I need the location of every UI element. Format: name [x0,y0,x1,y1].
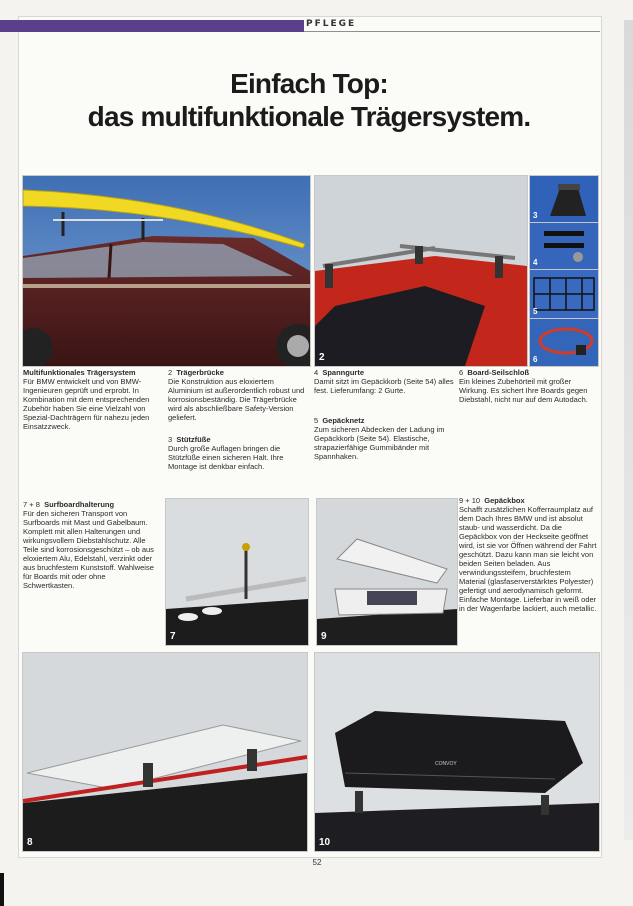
photo-roof-rack-red-car [314,175,528,367]
image-number-2: 2 [319,352,325,363]
caption-number: 2 [168,368,173,377]
photo-gepackbox-open [316,498,458,646]
caption-board-seilschloss [459,368,597,404]
caption-gepaecknetz [314,416,454,461]
caption-body: Für BMW entwickelt und von BMW-Ingenieuren geprüft und erprobt. In Kombination mit dem entsprechenden Zubehör haben Sie eine Vielzahl von Spezial-Dachträgern für nahezu jeden Einsatzzweck. [23,377,150,431]
caption-heading: Board-Seilschloß [467,368,530,377]
caption-number: 7 + 8 [23,500,40,509]
photo-surfboard-on-rack [22,652,308,852]
caption-body: Zum sicheren Abdecken der Ladung im Gepäckkorb (Seite 54). Elastische, strapazierfähige Gummibänder mit Spannhaken. [314,425,445,461]
caption-body: Für den sicheren Transport von Surfboards mit Mast und Gabelbaum. Komplett mit allen Halterungen und wirkungsvollem Diebstahlschutz. Alle Teile sind korrosionsgeschützt – ob aus eloxiertem Alu, Edelstahl, verzinkt oder aus bruchfestem Kunststoff. Wahlweise für Boards mit oder ohne Schwertkasten. [23,509,154,590]
image-number-8: 8 [27,837,33,848]
image-number-10: 10 [319,837,331,848]
caption-number: 4 [314,368,319,377]
caption-heading: Multifunktionales Trägersystem [23,368,136,377]
section-color-bar [0,20,304,32]
adjacent-page-edge [624,20,633,840]
caption-spanngurte [314,368,454,395]
caption-body: Ein kleines Zubehörteil mit großer Wirkung. Es sichert Ihre Boards gegen Diebstahl, nicht nur auf dem Autodach. [459,377,588,404]
caption-heading: Gepäckbox [484,496,525,505]
page-headline [18,68,600,134]
caption-body: Schafft zusätzlichen Kofferraumplatz auf dem Dach Ihres BMW und ist absolut staub- und wasserdicht. Da die Gepäckbox von der Heckseite geöffnet wird, ist sie vor Öffnen während der Fahrt geschützt. Dazu kann man sie leicht von beiden Seiten beladen. Aus verwindungssteifem, bruchfestem Material (glasfaserverstärktes Polyester) gefertigt und aerodynamisch geformt. Einfache Montage. Lieferbar in weiß oder in der Wagenfarbe lackiert, auch metallic. [459,505,597,613]
caption-heading: Gepäcknetz [322,416,365,425]
caption-heading: Surfboardhalterung [44,500,115,509]
caption-multifunktionales [23,368,161,431]
photo-luggage-net [529,269,599,319]
header-rule [304,31,600,32]
photo-car-with-kayak [22,175,311,367]
headline-line-2: das multifunktionale Trägersystem. [87,101,531,132]
caption-gepaeckbox [459,496,599,613]
caption-number: 9 + 10 [459,496,481,505]
caption-body: Die Konstruktion aus eloxiertem Aluminium ist außerordentlich robust und korrosionsbeständig. Die Trägerbrücke wird als abschließbare Safety-Version geliefert. [168,377,305,422]
headline-line-1: Einfach Top: [230,68,388,99]
caption-traegerbruecke [168,368,310,422]
caption-heading: Spanngurte [322,368,365,377]
caption-number: 6 [459,368,464,377]
caption-heading: Trägerbrücke [176,368,224,377]
page-number: 52 [312,858,322,867]
section-label: PFLEGE [306,19,357,29]
photo-surfboard-holder [165,498,309,646]
image-number-7: 7 [170,631,176,642]
box-brand-label: CONVOY [435,761,457,767]
caption-body: Durch große Auflagen bringen die Stützfüße einen sicheren Halt. Ihre Montage ist denkbar einfach. [168,444,284,471]
image-number-5: 5 [533,307,538,316]
image-number-4: 4 [533,258,538,267]
caption-surfboardhalterung [23,500,157,590]
image-number-9: 9 [321,631,327,642]
image-number-3: 3 [533,211,538,220]
caption-heading: Stützfüße [176,435,211,444]
photo-gepackbox-black [314,652,600,852]
photo-lock-cable [529,318,599,367]
image-number-6: 6 [533,355,538,364]
caption-number: 5 [314,416,319,425]
photo-support-foot [529,175,599,223]
photo-tension-straps [529,222,599,270]
caption-stuetzfuesse [168,435,310,471]
caption-body: Damit sitzt im Gepäckkorb (Seite 54) alles fest. Lieferumfang: 2 Gurte. [314,377,454,395]
caption-number: 3 [168,435,173,444]
binding-mark [0,873,4,906]
